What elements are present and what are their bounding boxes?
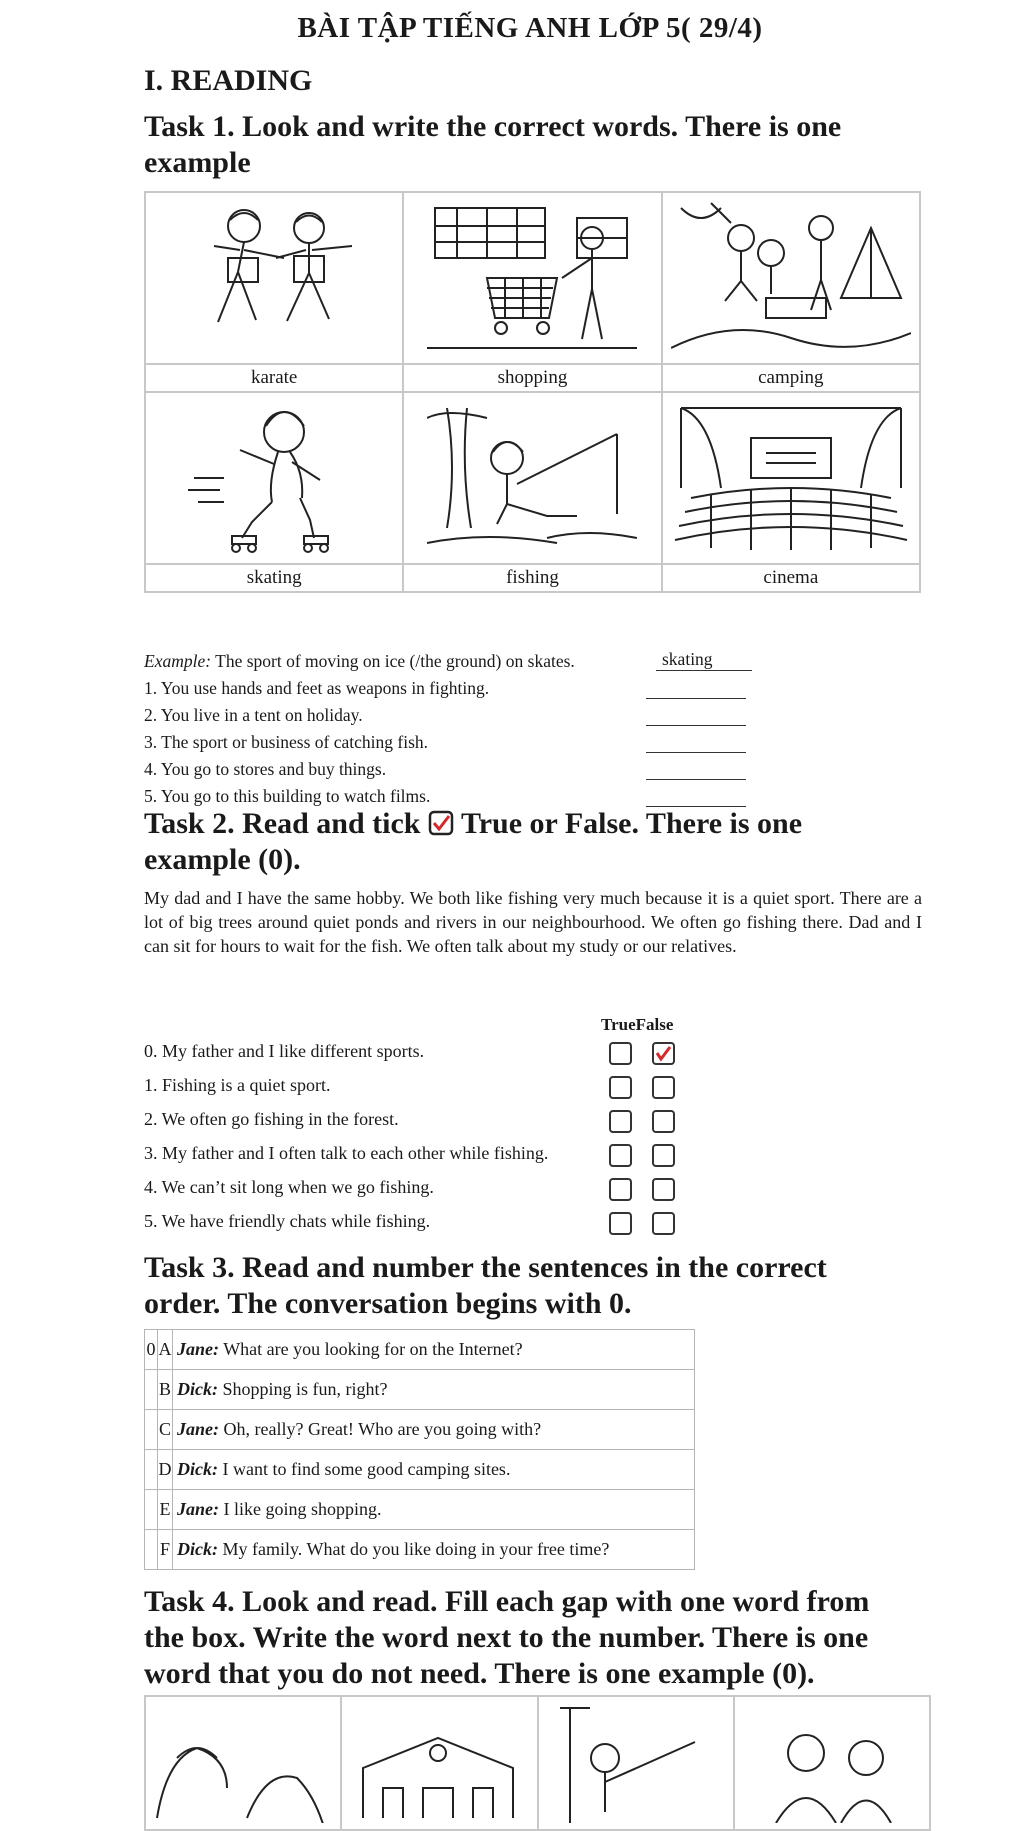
col-true-label: True	[601, 1015, 636, 1034]
label-camping: camping	[662, 364, 920, 392]
task4-picture-strip	[144, 1695, 931, 1831]
park-picture	[145, 1696, 341, 1830]
answer-blank-1[interactable]	[646, 698, 746, 699]
statement-4: 4. We can’t sit long when we go fishing.	[144, 1177, 434, 1197]
task3-conversation-table	[144, 1329, 695, 1570]
speaker: Dick:	[177, 1459, 218, 1479]
fishing-icon	[540, 1698, 730, 1823]
cinema-icon	[671, 398, 911, 558]
task1-question-2: 2. You live in a tent on holiday.	[144, 705, 363, 725]
answer-blank-2[interactable]	[646, 725, 746, 726]
task2-heading-part1: Task 2. Read and tick	[144, 807, 421, 840]
fishing-icon	[427, 398, 637, 558]
task1-heading-line1: Task 1. Look and write the correct words. There is one	[144, 110, 842, 143]
true-checkbox-5[interactable]	[609, 1212, 632, 1235]
statement-5: 5. We have friendly chats while fishing.	[144, 1211, 431, 1231]
table-row	[145, 1450, 695, 1490]
order-number[interactable]	[145, 1490, 158, 1530]
row-letter: A	[158, 1330, 173, 1370]
true-checkbox-2[interactable]	[609, 1110, 632, 1133]
false-checkbox-1[interactable]	[652, 1076, 675, 1099]
tick-box-icon	[428, 810, 454, 836]
true-checkbox-3[interactable]	[609, 1144, 632, 1167]
speaker: Dick:	[177, 1379, 218, 1399]
check-mark-icon	[654, 1044, 673, 1063]
statement-2: 2. We often go fishing in the forest.	[144, 1109, 399, 1129]
camping-picture	[662, 192, 920, 364]
true-false-header	[601, 1015, 673, 1035]
true-checkbox-4[interactable]	[609, 1178, 632, 1201]
false-checkbox-4[interactable]	[652, 1178, 675, 1201]
sentence-text: I want to find some good camping sites.	[222, 1459, 511, 1479]
row-sentence	[173, 1330, 695, 1370]
task2-heading-line2: example (0).	[144, 843, 301, 876]
shopping-picture	[403, 192, 661, 364]
school-picture	[341, 1696, 537, 1830]
task4-heading	[144, 1584, 1014, 1692]
task1-example	[144, 648, 884, 675]
row-sentence	[173, 1450, 695, 1490]
task1-question-5: 5. You go to this building to watch films.	[144, 786, 431, 806]
building-icon	[343, 1698, 533, 1823]
task2-passage: My dad and I have the same hobby. We both like fishing very much because it is a quiet sport. There are a lot of big trees around quiet ponds and rivers in our neighbourhood. We often go fishing there. Dad and I can sit for hours to wait for the fish. We often talk about my study or our relatives.	[144, 888, 922, 956]
false-checkbox-2[interactable]	[652, 1110, 675, 1133]
order-number[interactable]	[145, 1410, 158, 1450]
order-number[interactable]: 0	[145, 1330, 158, 1370]
row-sentence	[173, 1410, 695, 1450]
row-letter: F	[158, 1530, 173, 1570]
table-row	[145, 1530, 695, 1570]
task4-heading-line3: word that you do not need. There is one example (0).	[144, 1657, 815, 1690]
task2-heading	[144, 806, 1014, 878]
task1-heading-line2: example	[144, 146, 251, 179]
task1-heading	[144, 109, 1014, 181]
sentence-text: Shopping is fun, right?	[222, 1379, 388, 1399]
statement-3: 3. My father and I often talk to each other while fishing.	[144, 1143, 549, 1163]
true-checkbox-1[interactable]	[609, 1076, 632, 1099]
parents-picture	[734, 1696, 930, 1830]
order-number[interactable]	[145, 1370, 158, 1410]
true-checkbox-0[interactable]	[609, 1042, 632, 1065]
karate-picture	[145, 192, 403, 364]
skater-icon	[174, 398, 374, 558]
label-skating: skating	[145, 564, 403, 592]
task3-heading	[144, 1250, 1014, 1322]
row-sentence	[173, 1370, 695, 1410]
page-title: BÀI TẬP TIẾNG ANH LỚP 5( 29/4)	[297, 12, 763, 44]
speaker: Jane:	[177, 1339, 219, 1359]
task1-question-3: 3. The sport or business of catching fish.	[144, 732, 429, 752]
false-checkbox-0[interactable]	[652, 1042, 675, 1065]
speaker: Dick:	[177, 1539, 218, 1559]
task4-heading-line2: the box. Write the word next to the number. There is one	[144, 1621, 869, 1654]
karate-icon	[174, 198, 374, 358]
cinema-picture	[662, 392, 920, 564]
false-checkbox-3[interactable]	[652, 1144, 675, 1167]
example-answer: skating	[656, 648, 752, 671]
trees-icon	[147, 1698, 337, 1823]
table-row	[145, 1490, 695, 1530]
task1-question-1: 1. You use hands and feet as weapons in fighting.	[144, 678, 490, 698]
example-prefix: Example:	[144, 651, 212, 671]
fishing-picture	[403, 392, 661, 564]
answer-blank-3[interactable]	[646, 752, 746, 753]
task1-picture-grid	[144, 191, 921, 593]
skating-picture	[145, 392, 403, 564]
label-cinema: cinema	[662, 564, 920, 592]
fishing-boy-picture	[538, 1696, 734, 1830]
row-sentence	[173, 1530, 695, 1570]
row-letter: D	[158, 1450, 173, 1490]
table-row	[145, 1370, 695, 1410]
statement-1: 1. Fishing is a quiet sport.	[144, 1075, 331, 1095]
statement-0: 0. My father and I like different sports.	[144, 1041, 425, 1061]
row-letter: B	[158, 1370, 173, 1410]
people-icon	[736, 1698, 926, 1823]
task1-question-4: 4. You go to stores and buy things.	[144, 759, 387, 779]
task3-heading-line2: order. The conversation begins with 0.	[144, 1287, 632, 1320]
shopping-cart-icon	[427, 198, 637, 358]
tent-icon	[671, 198, 911, 358]
table-row	[145, 1410, 695, 1450]
false-checkbox-5[interactable]	[652, 1212, 675, 1235]
speaker: Jane:	[177, 1499, 219, 1519]
example-text: The sport of moving on ice (/the ground) on skates.	[215, 651, 575, 671]
sentence-text: I like going shopping.	[223, 1499, 382, 1519]
section-reading: I. READING	[144, 64, 313, 97]
row-sentence	[173, 1490, 695, 1530]
sentence-text: My family. What do you like doing in your free time?	[222, 1539, 610, 1559]
task4-heading-line1: Task 4. Look and read. Fill each gap with one word from	[144, 1585, 870, 1618]
sentence-text: Oh, really? Great! Who are you going with?	[223, 1419, 542, 1439]
label-shopping: shopping	[403, 364, 661, 392]
row-letter: C	[158, 1410, 173, 1450]
col-false-label: False	[635, 1015, 674, 1034]
task2-heading-part2: True or False. There is one	[460, 807, 803, 840]
speaker: Jane:	[177, 1419, 219, 1439]
task3-heading-line1: Task 3. Read and number the sentences in the correct	[144, 1251, 827, 1284]
order-number[interactable]	[145, 1450, 158, 1490]
sentence-text: What are you looking for on the Internet?	[223, 1339, 523, 1359]
answer-blank-4[interactable]	[646, 779, 746, 780]
label-karate: karate	[145, 364, 403, 392]
order-number[interactable]	[145, 1530, 158, 1570]
label-fishing: fishing	[403, 564, 661, 592]
table-row	[145, 1330, 695, 1370]
row-letter: E	[158, 1490, 173, 1530]
